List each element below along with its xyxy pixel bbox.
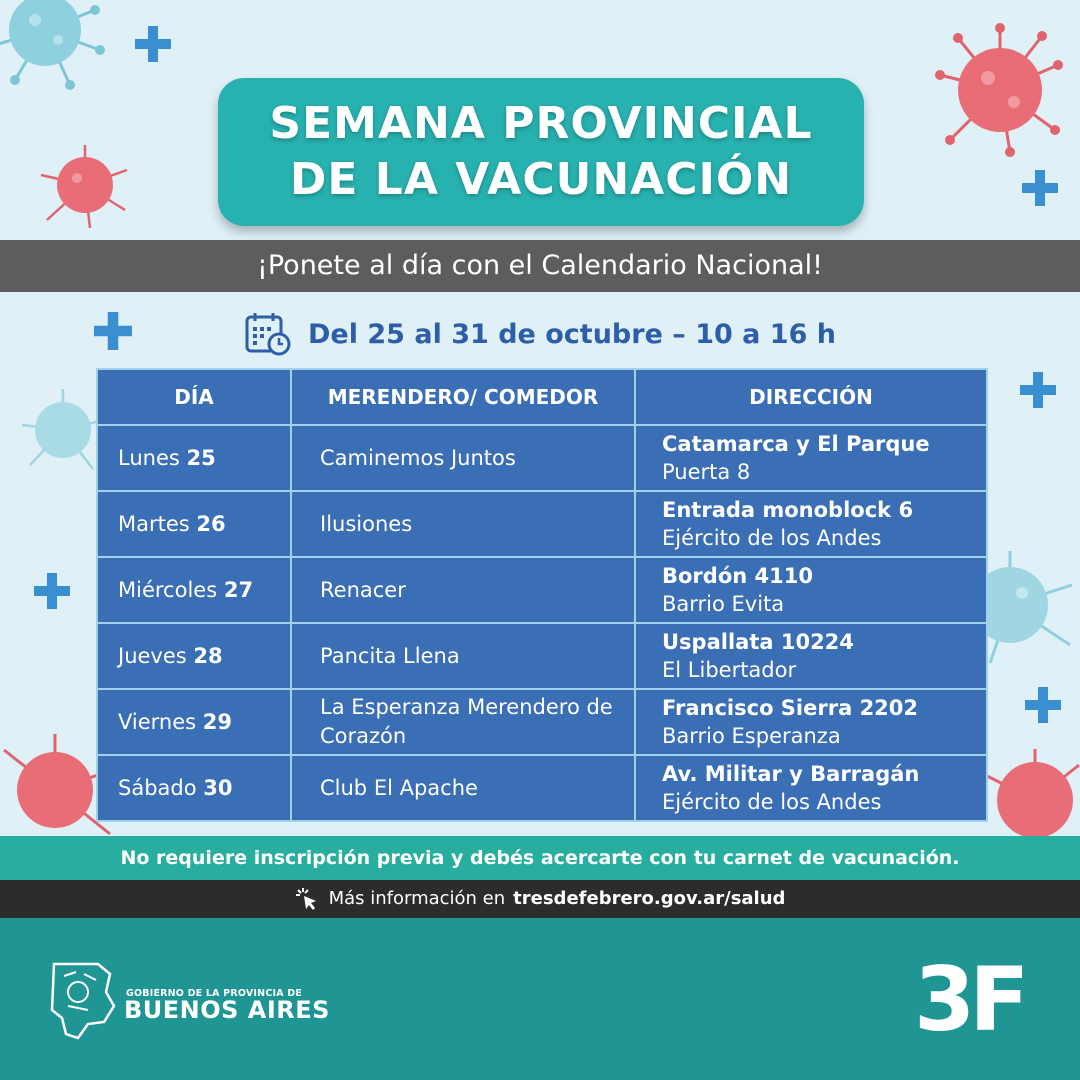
day-name: Lunes	[118, 446, 180, 470]
province-map-logo	[48, 962, 116, 1042]
day-cell	[97, 623, 291, 689]
virus-blue-left-mid-icon	[18, 385, 108, 475]
header-place: MERENDERO/ COMEDOR	[291, 369, 635, 425]
day-number: 29	[202, 710, 233, 734]
virus-red-bottom-right-icon	[975, 745, 1080, 840]
place-cell: Caminemos Juntos	[291, 425, 635, 491]
day-number: 28	[193, 644, 223, 668]
title-banner	[218, 78, 864, 226]
address-main: Uspallata 10224	[662, 630, 854, 654]
day-name: Martes	[118, 512, 190, 536]
place-cell: Pancita Llena	[291, 623, 635, 689]
title-line-2: DE LA VACUNACIÓN	[289, 154, 793, 205]
address-cell	[635, 491, 987, 557]
address-cell	[635, 689, 987, 755]
header-address: DIRECCIÓN	[635, 369, 987, 425]
place-cell: La Esperanza Merendero de Corazón	[291, 689, 635, 755]
day-number: 25	[186, 446, 216, 470]
day-cell	[97, 425, 291, 491]
table-row	[97, 689, 987, 755]
schedule-table	[96, 368, 988, 822]
address-sub: Puerta 8	[662, 460, 751, 484]
address-main: Francisco Sierra 2202	[662, 696, 919, 720]
virus-red-left-icon	[35, 140, 135, 230]
place-cell: Renacer	[291, 557, 635, 623]
more-info-link[interactable]: tresdefebrero.gov.ar/salud	[513, 888, 786, 909]
address-main: Bordón 4110	[662, 564, 813, 588]
day-name: Sábado	[118, 776, 197, 800]
date-range: Del 25 al 31 de octubre – 10 a 16 h	[308, 318, 836, 350]
plus-icon	[135, 26, 171, 62]
notice-band: No requiere inscripción previa y debés acercarte con tu carnet de vacunación.	[0, 836, 1080, 880]
gov-big-text: BUENOS AIRES	[124, 996, 330, 1024]
day-cell	[97, 689, 291, 755]
place-cell: Ilusiones	[291, 491, 635, 557]
table-row	[97, 623, 987, 689]
address-sub: Barrio Esperanza	[662, 724, 841, 748]
day-name: Miércoles	[118, 578, 218, 602]
day-number: 26	[196, 512, 226, 536]
address-main: Catamarca y El Parque	[662, 432, 930, 456]
plus-icon	[34, 573, 70, 609]
header-day: DÍA	[97, 369, 291, 425]
more-info-prefix: Más información en	[328, 888, 506, 909]
day-cell	[97, 557, 291, 623]
cursor-click-icon	[295, 887, 321, 911]
day-cell	[97, 755, 291, 821]
address-sub: Ejército de los Andes	[662, 790, 882, 814]
day-number: 27	[223, 578, 254, 602]
address-cell	[635, 425, 987, 491]
plus-icon	[1020, 372, 1056, 408]
address-sub: Barrio Evita	[662, 592, 785, 616]
calendar-clock-icon	[244, 311, 292, 357]
table-row	[97, 557, 987, 623]
address-cell	[635, 557, 987, 623]
plus-icon	[1022, 170, 1058, 206]
table-row	[97, 755, 987, 821]
title-line-1: SEMANA PROVINCIAL	[269, 98, 813, 149]
day-number: 30	[203, 776, 233, 800]
date-row	[0, 308, 1080, 360]
more-info-band	[0, 880, 1080, 918]
address-cell	[635, 755, 987, 821]
day-cell	[97, 491, 291, 557]
gov-small-text: GOBIERNO DE LA PROVINCIA DE	[126, 988, 303, 999]
day-name: Viernes	[118, 710, 197, 734]
virus-red-top-right-icon	[930, 20, 1070, 160]
table-header-row	[97, 369, 987, 425]
subtitle-bar: ¡Ponete al día con el Calendario Nacional!	[0, 240, 1080, 292]
address-sub: El Libertador	[662, 658, 797, 682]
virus-blue-top-left-icon	[0, 0, 120, 100]
address-sub: Ejército de los Andes	[662, 526, 882, 550]
address-cell	[635, 623, 987, 689]
table-row	[97, 425, 987, 491]
plus-icon	[1025, 687, 1061, 723]
brand-3f-logo: 3F	[914, 948, 1024, 1051]
place-cell: Club El Apache	[291, 755, 635, 821]
address-main: Entrada monoblock 6	[662, 498, 914, 522]
address-main: Av. Militar y Barragán	[662, 762, 920, 786]
day-name: Jueves	[118, 644, 187, 668]
table-row	[97, 491, 987, 557]
